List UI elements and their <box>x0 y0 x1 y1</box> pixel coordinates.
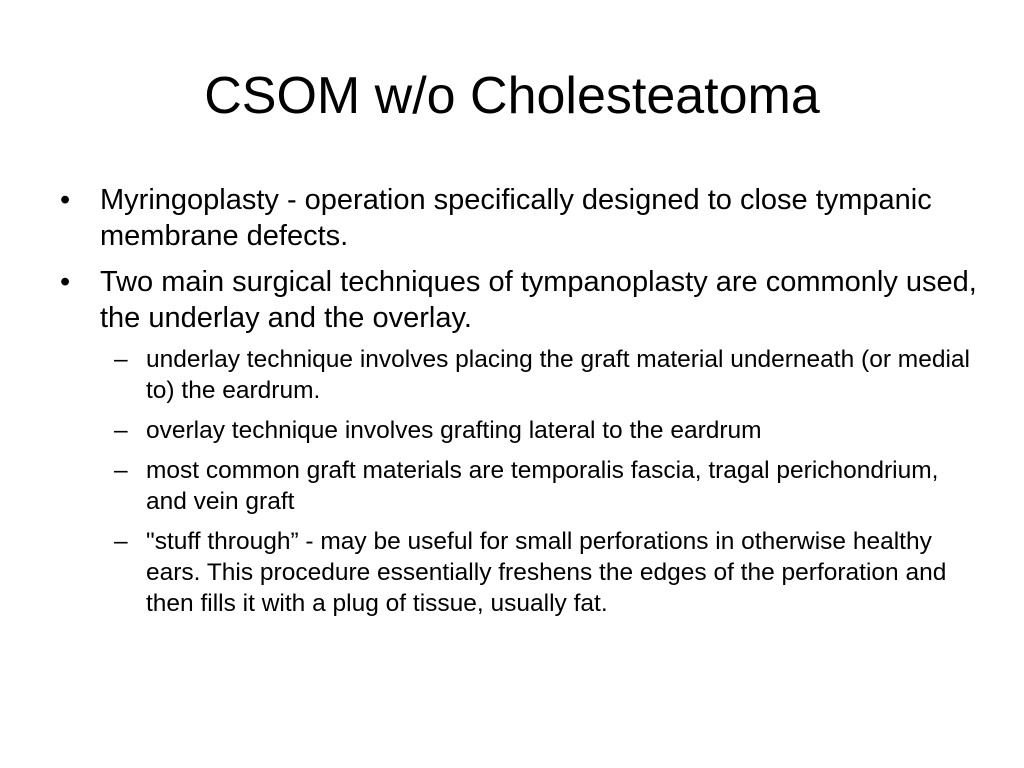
bullet-list <box>58 182 978 629</box>
slide-title: CSOM w/o Cholesteatoma <box>204 67 820 125</box>
bullet-text: Myringoplasty - operation specifically designed to close tympanic membrane defects. <box>100 184 932 252</box>
bullet-marker: • <box>60 266 71 298</box>
bullet-text: Two main surgical techniques of tympanoplasty are commonly used, the underlay and the overlay. <box>100 266 977 334</box>
bullet-item <box>58 182 978 254</box>
dash-marker: – <box>114 346 128 373</box>
sub-bullet-list <box>100 344 978 619</box>
sub-bullet-item <box>100 526 978 619</box>
bullet-item <box>58 264 978 619</box>
sub-bullet-item <box>100 455 978 517</box>
sub-bullet-text: overlay technique involves grafting lateral to the eardrum <box>146 417 762 444</box>
sub-bullet-text: underlay technique involves placing the graft material underneath (or medial to) the eardrum. <box>146 346 970 404</box>
bullet-marker: • <box>60 184 71 216</box>
dash-marker: – <box>114 457 128 484</box>
sub-bullet-text: "stuff through” - may be useful for small perforations in otherwise healthy ears. This procedure essentially freshens the edges of the perforation and then fills it with a plug of tissue, usually fat. <box>146 528 947 617</box>
sub-bullet-text: most common graft materials are temporalis fascia, tragal perichondrium, and vein graft <box>146 457 939 515</box>
sub-bullet-item <box>100 415 978 446</box>
dash-marker: – <box>114 528 128 555</box>
dash-marker: – <box>114 417 128 444</box>
sub-bullet-item <box>100 344 978 406</box>
